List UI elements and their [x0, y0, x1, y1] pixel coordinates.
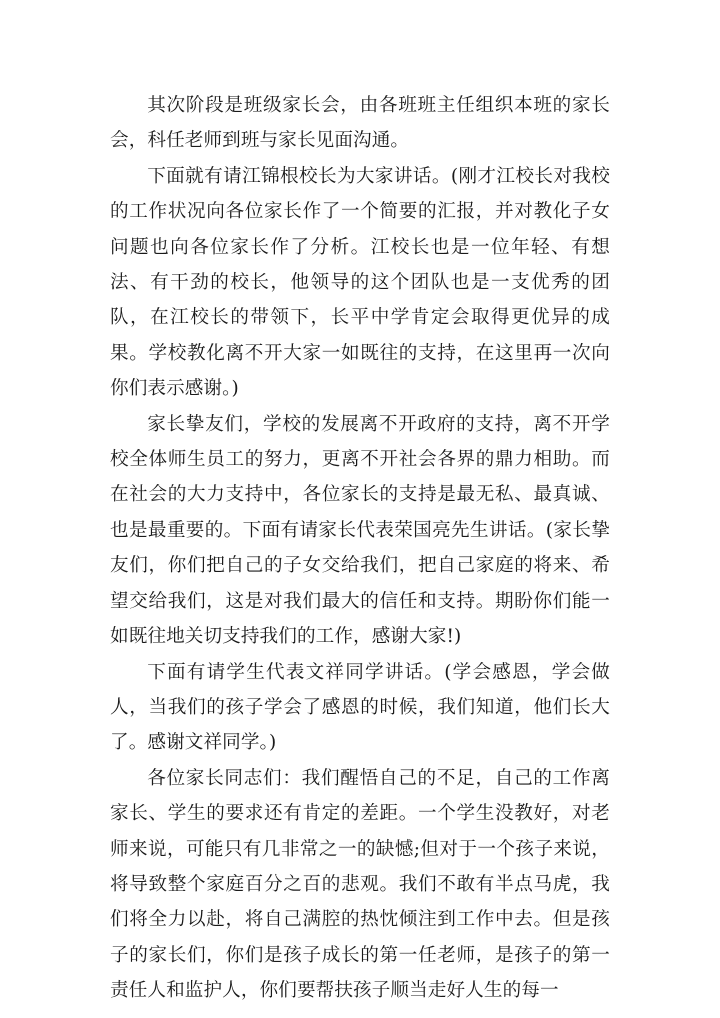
paragraph-parents-address: 各位家长同志们：我们醒悟自己的不足，自己的工作离家长、学生的要求还有肯定的差距。一个学生没教好，对老师来说，可能只有几非常之一的缺憾;但对于一个孩子来说，将导致整个家庭百分之百的悲观。我们不敢有半点马虎，我们将全力以赴，将自己满腔的热忱倾注到工作中去。但是孩子的家长们，你们是孩子成长的第一任老师，是孩子的第一责任人和监护人，你们要帮扶孩子顺当走好人生的每一 [110, 767, 610, 1002]
paragraph-principal-speech: 下面就有请江锦根校长为大家讲话。(刚才江校长对我校的工作状况向各位家长作了一个简要的汇报，并对教化子女问题也向各位家长作了分析。江校长也是一位年轻、有想法、有干劲的校长，他领导的这个团队也是一支优秀的团队，在江校长的带领下，长平中学肯定会取得更优异的成果。学校教化离不开大家一如既往的支持，在这里再一次向你们表示感谢。) [110, 165, 610, 400]
paragraph-student-representative: 下面有请学生代表文祥同学讲话。(学会感恩，学会做人，当我们的孩子学会了感恩的时候，我们知道，他们长大了。感谢文祥同学。) [110, 661, 610, 754]
paragraph-parent-representative: 家长挚友们，学校的发展离不开政府的支持，离不开学校全体师生员工的努力，更离不开社会各界的鼎力相助。而在社会的大力支持中，各位家长的支持是最无私、最真诚、也是最重要的。下面有请家长代表荣国亮先生讲话。(家长挚友们，你们把自己的子女交给我们，把自己家庭的将来、希望交给我们，这是对我们最大的信任和支持。期盼你们能一如既往地关切支持我们的工作，感谢大家!) [110, 413, 610, 648]
document-body [110, 88, 610, 1009]
paragraph-class-meeting: 其次阶段是班级家长会，由各班班主任组织本班的家长会，科任老师到班与家长见面沟通。 [110, 95, 610, 152]
